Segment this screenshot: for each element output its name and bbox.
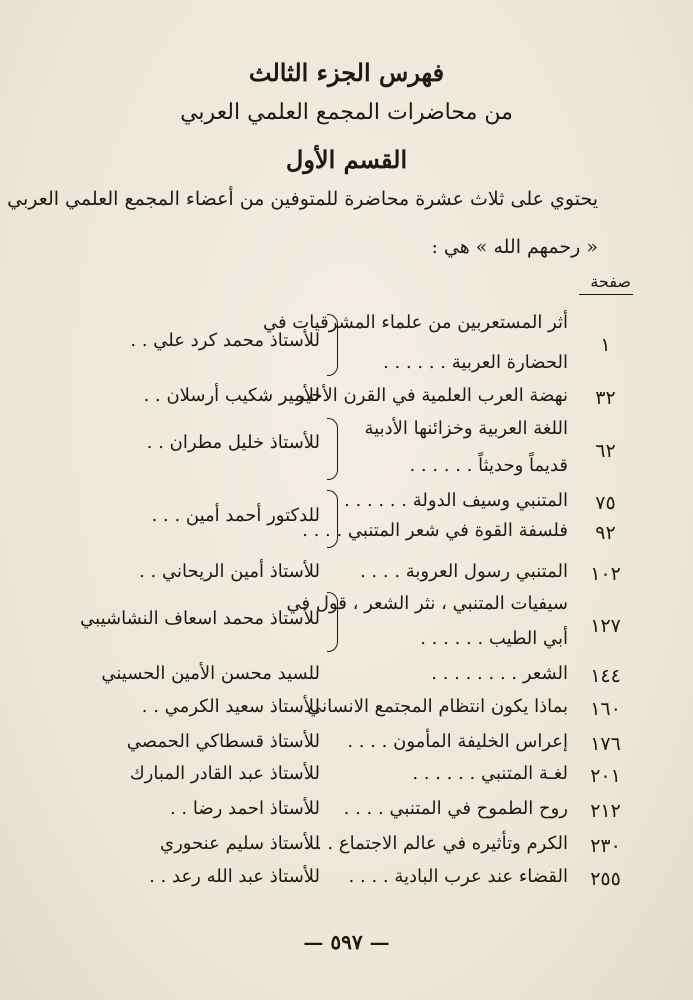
entry-brace	[327, 592, 338, 652]
entry-page-number: ١٤٤	[590, 665, 621, 687]
entry-page-number: ١	[600, 334, 611, 356]
entry-brace	[327, 490, 338, 548]
entry-title-line: سيفيات المتنبي ، نثر الشعر ، قول في	[286, 593, 568, 614]
entry-author: للسيد محسن الأمين الحسيني	[101, 663, 320, 684]
entry-author: للأستاذ احمد رضا . .	[169, 798, 320, 819]
intro-line-1: يحتوي على ثلاث عشرة محاضرة للمتوفين من أعضاء المجمع العلمي العربي	[7, 188, 598, 210]
entry-page-number: ١٦٠	[590, 698, 621, 720]
entry-page-number: ١٧٦	[590, 733, 621, 755]
entry-author: للأمير شكيب أرسلان . .	[143, 385, 320, 406]
entry-page-number: ٢١٢	[590, 800, 621, 822]
entry-title-line: قديماً وحديثاً . . . . . .	[409, 455, 568, 476]
entry-page-number: ١٢٧	[590, 615, 621, 637]
entry-author: للأستاذ عبد القادر المبارك	[129, 763, 320, 784]
entry-title-line: أثر المستعربين من علماء المشرقيات في	[262, 312, 568, 333]
entry-title-line: الحضارة العربية . . . . . .	[383, 352, 568, 373]
entry-author: للأستاذ قسطاكي الحمصي	[126, 731, 320, 752]
intro-line-2: « رحمهم الله » هي :	[431, 236, 598, 258]
entry-page-number: ٢٥٥	[590, 868, 621, 890]
entry-page-number: ٩٢	[595, 522, 616, 544]
footer-page-number: — ٥٩٧ —	[303, 930, 390, 954]
entry-title-line: إعراس الخليفة المأمون . . . .	[347, 731, 568, 752]
entry-page-number: ٢٣٠	[590, 835, 621, 857]
entry-author: للأستاذ عبد الله رعد . .	[149, 866, 320, 887]
entry-author: للدكتور أحمد أمين . . .	[151, 505, 320, 526]
section-heading: القسم الأول	[285, 145, 408, 174]
header-underline	[579, 294, 633, 295]
entry-author: للأستاذ سليم عنحوري	[159, 833, 320, 854]
entry-author: للأستاذ سعيد الكرمي . .	[141, 696, 320, 717]
entry-page-number: ٦٢	[595, 440, 616, 462]
entry-title-line: الشعر . . . . . . . .	[431, 663, 568, 684]
entry-page-number: ٣٢	[595, 387, 616, 409]
entry-title-line: أبي الطيب . . . . . .	[420, 628, 568, 649]
index-title: فهرس الجزء الثالث	[248, 58, 445, 87]
entry-brace	[327, 418, 338, 480]
entry-brace	[327, 314, 338, 376]
entry-author: للأستاذ محمد كرد علي . .	[130, 330, 320, 351]
entry-title-line: المتنبي وسيف الدولة . . . . . .	[344, 490, 568, 511]
entry-title-line: فلسفة القوة في شعر المتنبي . . . .	[302, 520, 568, 541]
entry-title-line: بماذا يكون انتظام المجتمع الانساني	[307, 696, 568, 717]
entry-title-line: لغـة المتنبي . . . . . .	[412, 763, 568, 784]
page-column-header: صفحة	[590, 272, 631, 291]
entry-title-line: الكرم وتأثيره في عالم الاجتماع . . .	[304, 833, 568, 854]
entry-title-line: المتنبي رسول العروبة . . . .	[359, 561, 568, 582]
entry-title-line: نهضة العرب العلمية في القرن الأخير	[296, 385, 568, 406]
index-subtitle: من محاضرات المجمع العلمي العربي	[180, 100, 513, 125]
entry-author: للأستاذ أمين الريحاني . .	[139, 561, 320, 582]
entry-page-number: ١٠٢	[590, 563, 621, 585]
entry-page-number: ٧٥	[595, 492, 616, 514]
entry-page-number: ٢٠١	[590, 765, 621, 787]
entry-author: للأستاذ خليل مطران . .	[146, 432, 320, 453]
entry-title-line: القضاء عند عرب البادية . . . .	[348, 866, 568, 887]
entry-title-line: اللغة العربية وخزائنها الأدبية	[364, 418, 568, 439]
entry-author: للأستاذ محمد اسعاف النشاشيبي	[80, 608, 320, 629]
entry-title-line: روح الطموح في المتنبي . . . .	[343, 798, 568, 819]
